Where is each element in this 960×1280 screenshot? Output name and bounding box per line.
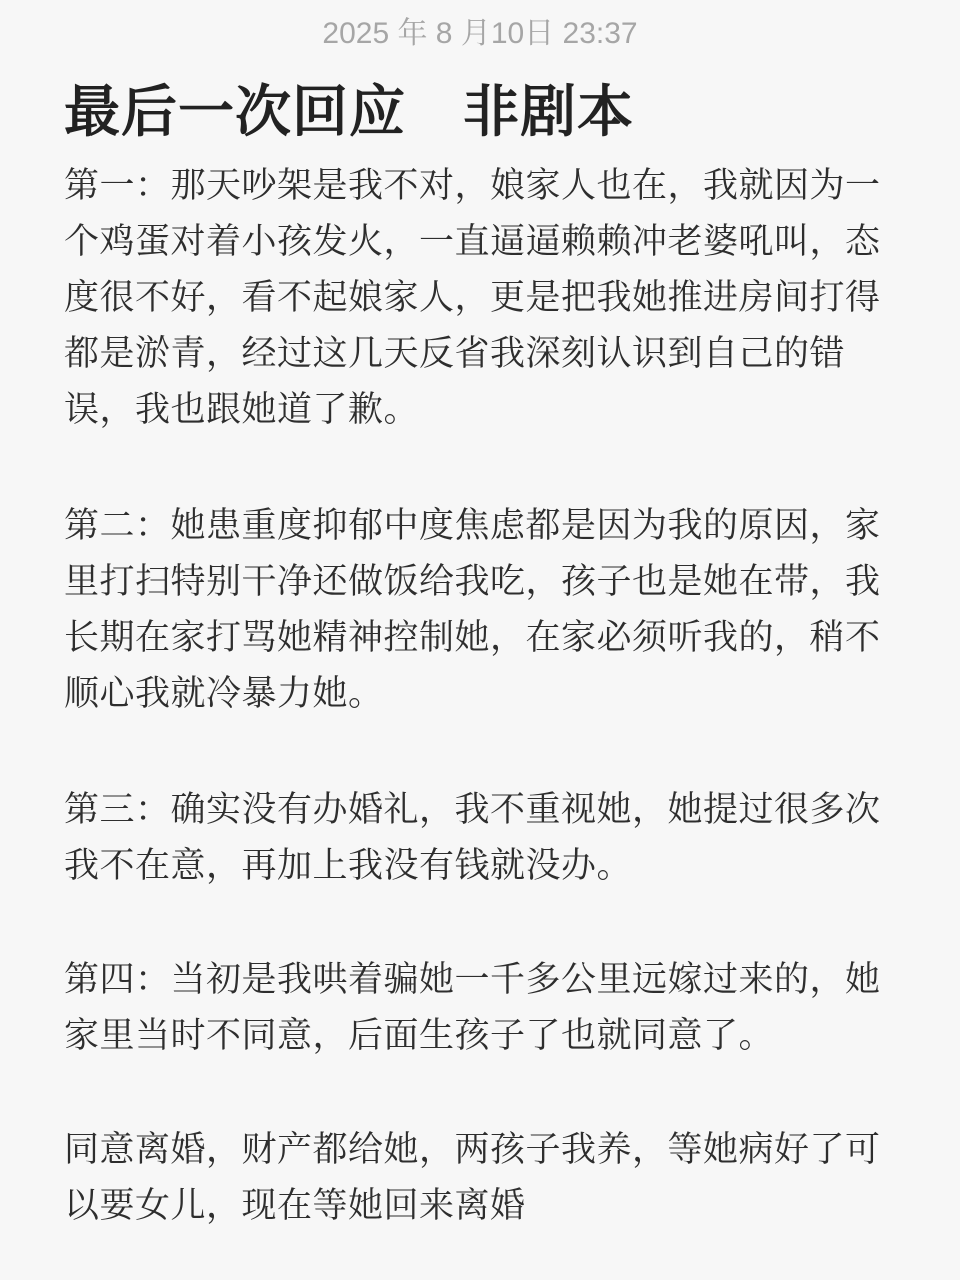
note-paragraph: 同意离婚，财产都给她，两孩子我养，等她病好了可以要女儿，现在等她回来离婚 — [64, 1130, 881, 1226]
note-title: 最后一次回应 非剧本 — [64, 80, 634, 145]
note-paragraph: 第三：确实没有办婚礼，我不重视她，她提过很多次我不在意，再加上我没有钱就没办。 — [64, 790, 881, 886]
note-paragraph: 第四：当初是我哄着骗她一千多公里远嫁过来的，她家里当时不同意，后面生孩子了也就同意了。 — [64, 960, 881, 1056]
note-paragraph: 第二：她患重度抑郁中度焦虑都是因为我的原因，家里打扫特别干净还做饭给我吃，孩子也是她在带，我长期在家打骂她精神控制她，在家必须听我的，稍不顺心我就冷暴力她。 — [64, 506, 881, 714]
note-timestamp: 2025 年 8 月10日 23:37 — [322, 17, 638, 50]
note-paragraph: 第一：那天吵架是我不对，娘家人也在，我就因为一个鸡蛋对着小孩发火，一直逼逼赖赖冲老婆吼叫，态度很不好，看不起娘家人，更是把我她推进房间打得都是淤青，经过这几天反省我深刻认识到自己的错误，我也跟她道了歉。 — [64, 166, 881, 430]
